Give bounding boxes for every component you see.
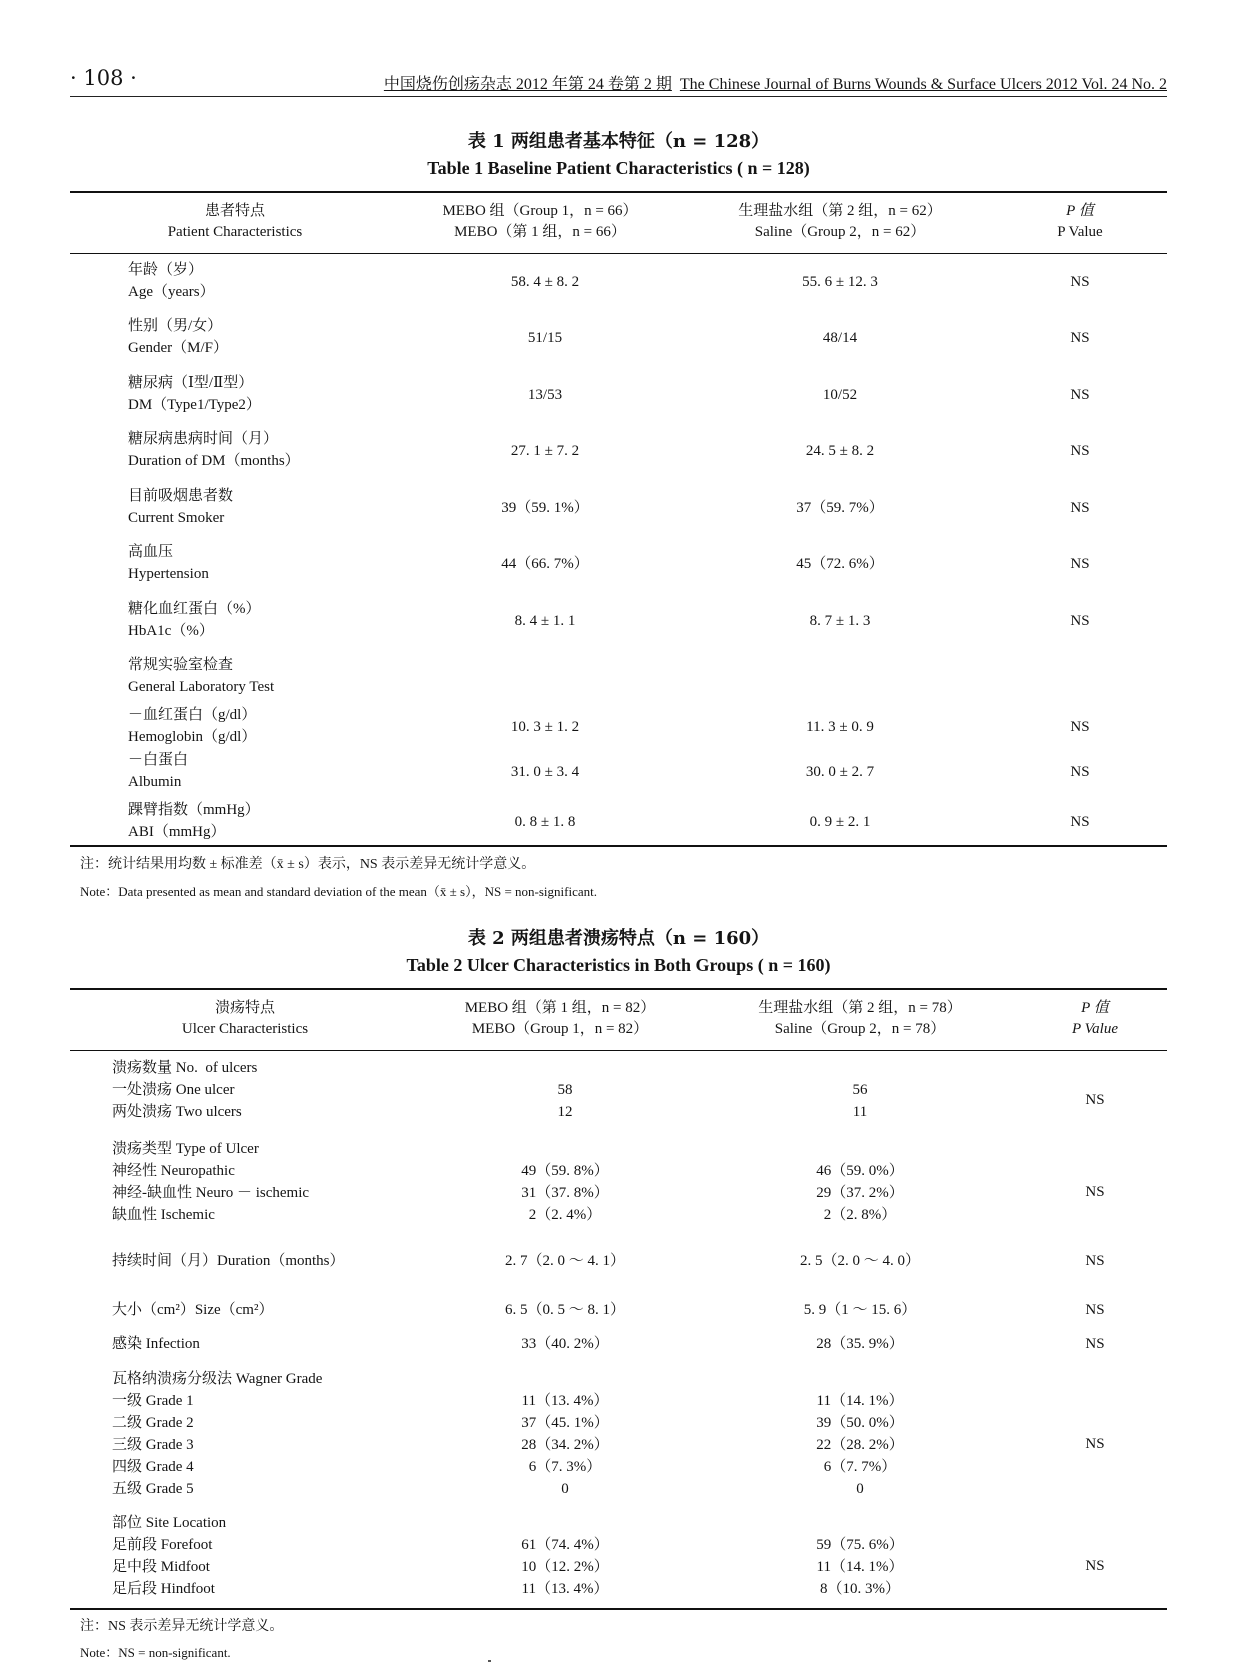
row-label-cn: 踝臂指数（mmHg） [128, 802, 260, 818]
row-label: 部位 Site Location 足前段 Forefoot 足中段 Midfoot 足后段 Hindfoot [112, 1515, 227, 1597]
group1-value: 13/53 [527, 387, 563, 403]
table1-caption-cn: 表 1 两组患者基本特征（n = 128） [467, 131, 770, 152]
row-label: 持续时间（月）Duration（months） [112, 1253, 345, 1269]
p-value: NS [1070, 613, 1090, 629]
row-label-cn: 常规实验室检查 [128, 657, 234, 673]
p-value: NS [1070, 556, 1090, 572]
row-label-cn: 糖化血红蛋白（%） [128, 601, 261, 617]
scan-mark [488, 1660, 491, 1662]
table2-note-en: Note：NS = non-significant. [80, 1645, 231, 1660]
row-label-cn: 年龄（岁） [128, 262, 204, 278]
group2-value: 30. 0 ± 2. 7 [805, 764, 875, 780]
p-value: NS [1070, 814, 1090, 830]
group1-value: 33（40. 2%） [521, 1336, 609, 1352]
group1-value: 31. 0 ± 3. 4 [510, 764, 580, 780]
table1-bottom-rule [70, 845, 1167, 847]
p-value: NS [1070, 500, 1090, 516]
group2-value: 24. 5 ± 8. 2 [805, 443, 875, 459]
row-label: 感染 Infection [112, 1336, 200, 1352]
table2-col-header-pvalue: P 值 P Value [1072, 1000, 1118, 1037]
table1-note-cn: 注：统计结果用均数 ± 标准差（x̄ ± s）表示，NS 表示差异无统计学意义。 [80, 857, 536, 872]
row-label-en: General Laboratory Test [128, 679, 275, 695]
group2-value: 46（59. 0%） 29（37. 2%） 2（2. 8%） [816, 1163, 904, 1223]
table2-col-header-group2: 生理盐水组（第 2 组，n = 78） Saline（Group 2，n = 78） [758, 1000, 962, 1037]
group1-value: 51/15 [527, 330, 563, 346]
group2-value: 59（75. 6%） 11（14. 1%） 8（10. 3%） [816, 1537, 904, 1597]
group2-value: 45（72. 6%） [796, 556, 884, 572]
p-value: NS [1085, 1302, 1105, 1318]
group1-value: 8. 4 ± 1. 1 [514, 613, 576, 629]
group2-value: 8. 7 ± 1. 3 [809, 613, 871, 629]
table1-note-en: Note：Data presented as mean and standard deviation of the mean（x̄ ± s），NS = non-significant. [80, 884, 597, 899]
table1-col-header-characteristics: 患者特点 Patient Characteristics [167, 203, 303, 240]
table1-header-rule [70, 253, 1167, 254]
table2-caption-en: Table 2 Ulcer Characteristics in Both Groups ( n = 160) [406, 955, 831, 975]
p-value: NS [1085, 1558, 1105, 1574]
row-label-en: ABI（mmHg） [128, 824, 226, 840]
group1-value: 58. 4 ± 8. 2 [510, 274, 580, 290]
group1-value: 49（59. 8%） 31（37. 8%） 2（2. 4%） [521, 1163, 609, 1223]
table2-header-rule [70, 1050, 1167, 1051]
p-value: NS [1070, 719, 1090, 735]
group2-value: 56 11 [852, 1082, 868, 1120]
p-value: NS [1070, 764, 1090, 780]
group1-value: 27. 1 ± 7. 2 [510, 443, 580, 459]
row-label-cn: －白蛋白 [128, 752, 189, 768]
group1-value: 0. 8 ± 1. 8 [514, 814, 576, 830]
p-value: NS [1085, 1184, 1105, 1200]
group2-value: 37（59. 7%） [796, 500, 884, 516]
p-value: NS [1070, 330, 1090, 346]
page-number: · 108 · [70, 66, 137, 90]
journal-title-cn: 中国烧伤创疡杂志 2012 年第 24 卷第 2 期 [383, 76, 672, 93]
table1-top-rule [70, 191, 1167, 193]
row-label-en: Gender（M/F） [128, 340, 228, 356]
table2-col-header-group1: MEBO 组（第 1 组，n = 82） MEBO（Group 1，n = 82） [464, 1000, 656, 1037]
group1-value: 10. 3 ± 1. 2 [510, 719, 580, 735]
group2-value: 5. 9（1 ～ 15. 6） [803, 1302, 917, 1318]
group1-value: 39（59. 1%） [501, 500, 589, 516]
p-value: NS [1085, 1336, 1105, 1352]
group1-value: 61（74. 4%） 10（12. 2%） 11（13. 4%） [521, 1537, 609, 1597]
p-value: NS [1085, 1253, 1105, 1269]
row-label-en: Albumin [128, 774, 182, 790]
table1-caption-en: Table 1 Baseline Patient Characteristics ( n = 128) [427, 158, 810, 178]
row-label: 溃疡类型 Type of Ulcer 神经性 Neuropathic 神经-缺血性 Neuro － ischemic 缺血性 Ischemic [112, 1141, 310, 1223]
table2-caption-cn: 表 2 两组患者溃疡特点（n = 160） [467, 928, 770, 949]
table1-col-header-pvalue: P 值 P Value [1057, 203, 1103, 240]
table1-col-header-group1: MEBO 组（Group 1，n = 66） MEBO（第 1 组，n = 66） [442, 203, 638, 240]
group2-value: 2. 5（2. 0 ～ 4. 0） [799, 1253, 920, 1269]
row-label-en: Age（years） [128, 284, 215, 300]
row-label: 溃疡数量 No. of ulcers 一处溃疡 One ulcer 两处溃疡 Two ulcers [112, 1060, 258, 1120]
p-value: NS [1070, 387, 1090, 403]
p-value: NS [1085, 1092, 1105, 1108]
row-label-en: Duration of DM（months） [128, 453, 300, 469]
group2-value: 55. 6 ± 12. 3 [802, 274, 878, 290]
row-label-en: HbA1c（%） [128, 623, 214, 639]
row-label-cn: 高血压 [128, 544, 174, 560]
p-value: NS [1070, 443, 1090, 459]
page-header [70, 62, 1167, 97]
row-label-cn: －血红蛋白（g/dl） [128, 707, 257, 723]
table2-bottom-rule [70, 1608, 1167, 1610]
row-label-cn: 目前吸烟患者数 [128, 488, 234, 504]
group1-value: 11（13. 4%） 37（45. 1%） 28（34. 2%） 6（7. 3%） 0 [521, 1393, 609, 1497]
group1-value: 6. 5（0. 5 ～ 8. 1） [504, 1302, 625, 1318]
row-label-cn: 糖尿病（Ⅰ型/Ⅱ型） [128, 375, 254, 391]
table2-top-rule [70, 988, 1167, 990]
journal-title-en: The Chinese Journal of Burns Wounds & Surface Ulcers 2012 Vol. 24 No. 2 [679, 76, 1167, 93]
group1-value: 44（66. 7%） [501, 556, 589, 572]
row-label: 大小（cm²）Size（cm²） [112, 1302, 274, 1318]
group2-value: 28（35. 9%） [816, 1336, 904, 1352]
group2-value: 10/52 [822, 387, 858, 403]
row-label: 瓦格纳溃疡分级法 Wagner Grade 一级 Grade 1 二级 Grade 2 三级 Grade 3 四级 Grade 4 五级 Grade 5 [112, 1371, 323, 1497]
group2-value: 11. 3 ± 0. 9 [806, 719, 874, 735]
row-label-en: Current Smoker [128, 510, 225, 526]
running-head [384, 71, 1167, 94]
table2-col-header-characteristics: 溃疡特点 Ulcer Characteristics [181, 1000, 309, 1037]
table1-col-header-group2: 生理盐水组（第 2 组，n = 62） Saline（Group 2，n = 62） [738, 203, 942, 240]
group1-value: 58 12 [557, 1082, 573, 1120]
table2-note-cn: 注：NS 表示差异无统计学意义。 [80, 1619, 284, 1634]
row-label-cn: 糖尿病患病时间（月） [128, 431, 279, 447]
group2-value: 0. 9 ± 2. 1 [809, 814, 871, 830]
group2-value: 48/14 [822, 330, 858, 346]
group1-value: 2. 7（2. 0 ～ 4. 1） [504, 1253, 625, 1269]
row-label-en: DM（Type1/Type2） [128, 397, 261, 413]
p-value: NS [1070, 274, 1090, 290]
row-label-en: Hemoglobin（g/dl） [128, 729, 257, 745]
row-label-cn: 性别（男/女） [128, 318, 223, 334]
p-value: NS [1085, 1436, 1105, 1452]
group2-value: 11（14. 1%） 39（50. 0%） 22（28. 2%） 6（7. 7%） 0 [816, 1393, 904, 1497]
row-label-en: Hypertension [128, 566, 209, 582]
